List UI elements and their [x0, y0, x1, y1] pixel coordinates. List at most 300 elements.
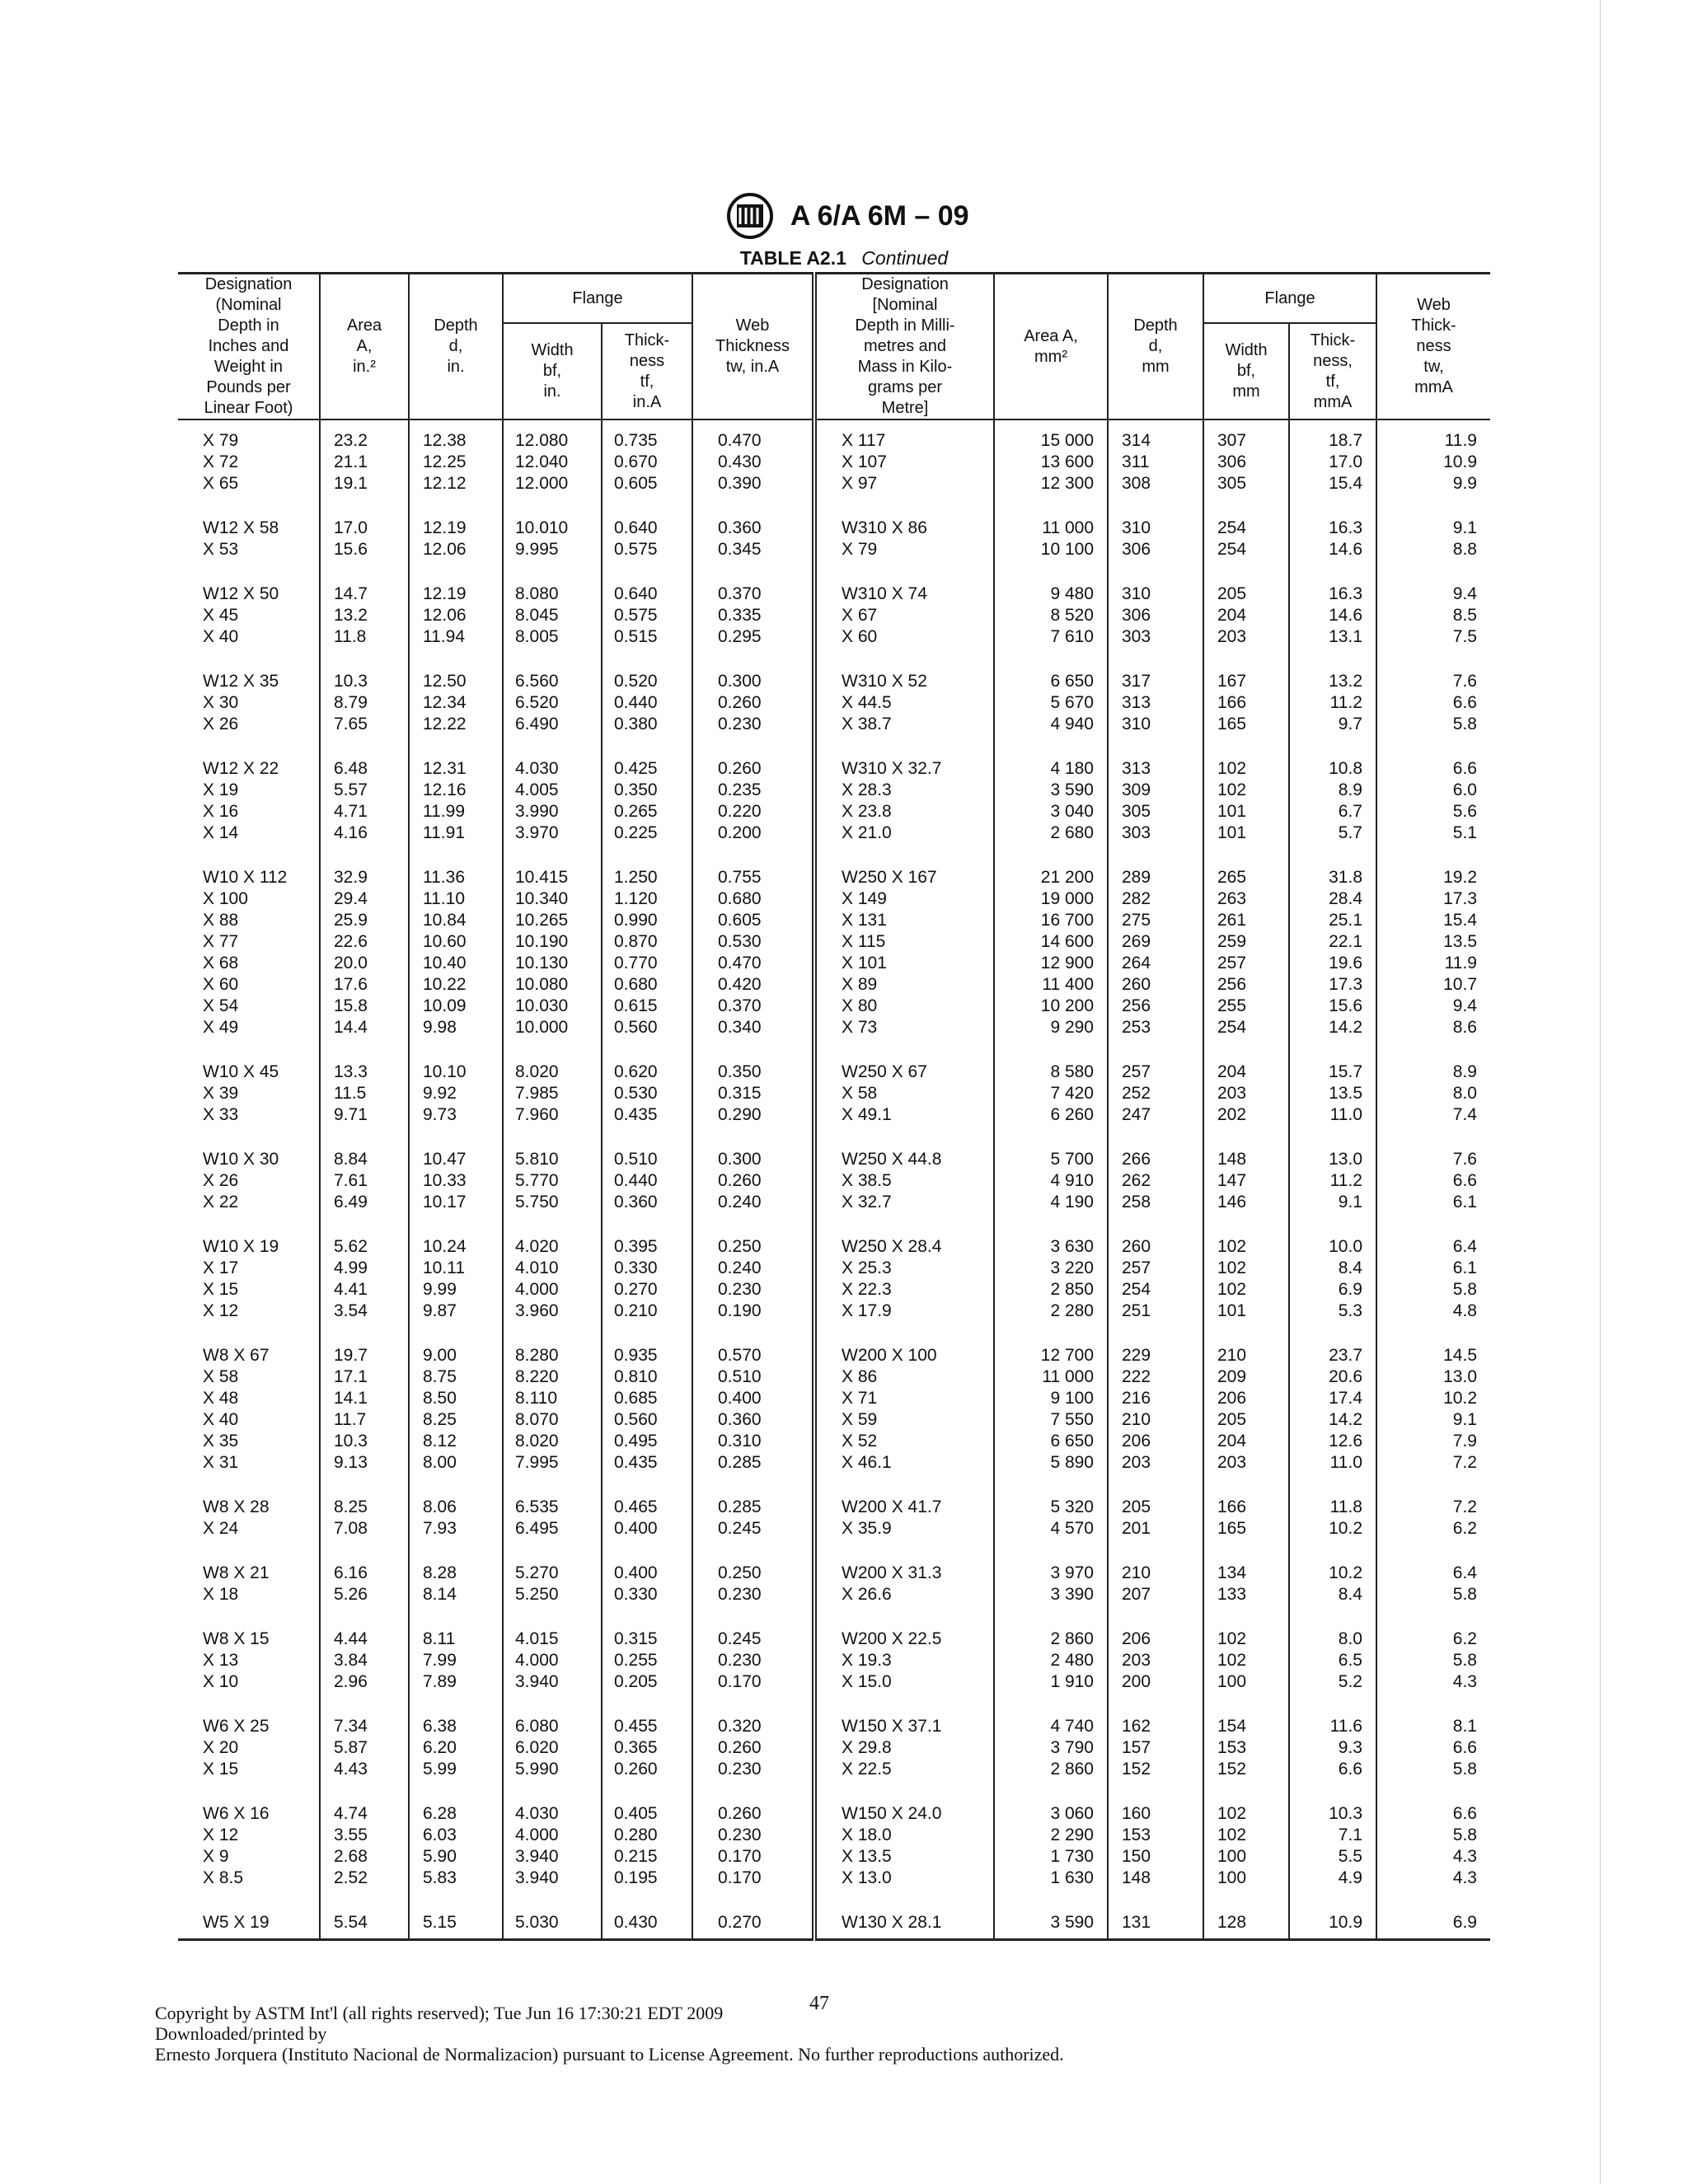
cell-web-thickness-in: 0.345: [692, 539, 814, 560]
cell-designation-mm: W250 X 28.4: [814, 1213, 994, 1258]
cell-flange-thickness-in: 0.810: [602, 1366, 692, 1388]
cell-web-thickness-in: 0.170: [692, 1671, 814, 1693]
cell-flange-thickness-mm: 11.0: [1289, 1104, 1376, 1126]
cell-designation-mm: X 46.1: [814, 1452, 994, 1474]
cell-designation-mm: X 59: [814, 1409, 994, 1431]
cell-area-in: 15.6: [320, 539, 409, 560]
cell-area-mm: 2 860: [994, 1605, 1108, 1650]
cell-flange-thickness-mm: 25.1: [1289, 910, 1376, 931]
cell-area-mm: 4 740: [994, 1693, 1108, 1737]
cell-flange-thickness-in: 0.465: [602, 1474, 692, 1518]
col-flange-mm: Flange: [1203, 274, 1376, 324]
table-row: [178, 823, 1490, 844]
table-row: [178, 1017, 1490, 1038]
cell-designation-in: X 15: [203, 1280, 239, 1299]
cell-area-in: 14.4: [320, 1017, 409, 1038]
cell-depth-mm: 260: [1108, 1213, 1203, 1258]
header-text-thick-mm: Thick- ness, tf, mmA: [1310, 330, 1356, 411]
cell-area-mm: 15 000: [994, 419, 1108, 452]
cell-depth-in: 8.14: [409, 1584, 503, 1605]
cell-flange-thickness-mm: 6.7: [1289, 801, 1376, 823]
cell-flange-thickness-mm: 8.4: [1289, 1584, 1376, 1605]
table-row: [178, 714, 1490, 735]
cell-designation-mm: X 26.6: [814, 1584, 994, 1605]
cell-depth-in: 8.11: [409, 1605, 503, 1650]
cell-area-in: 6.49: [320, 1192, 409, 1213]
col-designation-mm: [814, 274, 994, 420]
cell-designation-in: X 79: [203, 431, 239, 450]
cell-designation-in: X 10: [203, 1672, 239, 1691]
cell-flange-width-in: 8.220: [503, 1366, 602, 1388]
cell-depth-mm: 203: [1108, 1452, 1203, 1474]
cell-flange-width-in: 4.000: [503, 1650, 602, 1671]
cell-designation-mm: X 89: [814, 974, 994, 996]
cell-web-thickness-in: 0.230: [692, 1279, 814, 1301]
cell-depth-mm: 282: [1108, 888, 1203, 910]
cell-designation-in: X 100: [203, 889, 248, 908]
cell-depth-in: 5.15: [409, 1889, 503, 1940]
cell-flange-width-in: 4.015: [503, 1605, 602, 1650]
cell-flange-thickness-in: 0.425: [602, 735, 692, 780]
table-row: [178, 1322, 1490, 1366]
cell-flange-width-in: 6.080: [503, 1693, 602, 1737]
cell-designation-in: X 26: [203, 715, 239, 733]
cell-designation-mm: X 52: [814, 1431, 994, 1452]
cell-depth-in: 12.50: [409, 648, 503, 692]
cell-depth-mm: 148: [1108, 1868, 1203, 1889]
cell-web-thickness-mm: 11.9: [1376, 419, 1490, 452]
standard-designation: A 6/A 6M – 09: [790, 199, 969, 232]
cell-flange-width-in: 4.030: [503, 1780, 602, 1825]
table-row: [178, 473, 1490, 494]
header-text-depth-in: Depth d, in.: [434, 316, 478, 376]
cell-flange-width-mm: 206: [1203, 1388, 1289, 1409]
cell-depth-mm: 150: [1108, 1846, 1203, 1868]
cell-designation-in: X 8.5: [203, 1868, 244, 1887]
cell-area-in: 29.4: [320, 888, 409, 910]
table-row: [178, 1452, 1490, 1474]
cell-web-thickness-in: 0.300: [692, 648, 814, 692]
table-row: [178, 1192, 1490, 1213]
cell-flange-width-mm: 102: [1203, 735, 1289, 780]
cell-designation-mm: X 115: [814, 931, 994, 953]
cell-area-mm: 9 290: [994, 1017, 1108, 1038]
cell-area-in: 11.5: [320, 1083, 409, 1104]
col-area-in: [320, 274, 409, 420]
cell-area-mm: 7 550: [994, 1409, 1108, 1431]
cell-flange-width-in: 8.280: [503, 1322, 602, 1366]
cell-flange-thickness-in: 0.380: [602, 714, 692, 735]
cell-area-mm: 4 910: [994, 1170, 1108, 1192]
cell-designation-mm: X 58: [814, 1083, 994, 1104]
cell-depth-in: 8.00: [409, 1452, 503, 1474]
cell-flange-width-in: 10.190: [503, 931, 602, 953]
cell-web-thickness-in: 0.260: [692, 1737, 814, 1759]
cell-area-in: 11.7: [320, 1409, 409, 1431]
cell-depth-mm: 310: [1108, 494, 1203, 539]
cell-web-thickness-in: 0.230: [692, 1825, 814, 1846]
cell-depth-mm: 306: [1108, 539, 1203, 560]
cell-flange-thickness-in: 0.205: [602, 1671, 692, 1693]
cell-web-thickness-in: 0.285: [692, 1474, 814, 1518]
cell-web-thickness-mm: 17.3: [1376, 888, 1490, 910]
cell-flange-width-mm: 147: [1203, 1170, 1289, 1192]
cell-depth-mm: 305: [1108, 801, 1203, 823]
cell-flange-width-mm: 261: [1203, 910, 1289, 931]
cell-designation-mm: X 35.9: [814, 1518, 994, 1540]
cell-flange-width-mm: 205: [1203, 560, 1289, 605]
table-row: [178, 910, 1490, 931]
cell-designation-mm: X 38.5: [814, 1170, 994, 1192]
cell-area-in: 19.1: [320, 473, 409, 494]
astm-logo: [719, 191, 781, 241]
cell-depth-mm: 251: [1108, 1301, 1203, 1322]
cell-web-thickness-in: 0.170: [692, 1868, 814, 1889]
cell-designation-in: X 65: [203, 474, 239, 493]
cell-web-thickness-in: 0.230: [692, 1584, 814, 1605]
cell-flange-width-mm: 166: [1203, 692, 1289, 714]
cell-area-mm: 3 790: [994, 1737, 1108, 1759]
cell-flange-thickness-mm: 22.1: [1289, 931, 1376, 953]
table-caption: [0, 247, 1688, 269]
cell-area-mm: 6 650: [994, 1431, 1108, 1452]
header-text-area-in: Area A, in.²: [346, 316, 382, 376]
cell-flange-thickness-mm: 7.1: [1289, 1825, 1376, 1846]
cell-depth-mm: 306: [1108, 605, 1203, 626]
cell-depth-in: 10.47: [409, 1126, 503, 1170]
cell-web-thickness-in: 0.430: [692, 452, 814, 473]
cell-flange-width-in: 3.940: [503, 1868, 602, 1889]
cell-flange-thickness-in: 0.280: [602, 1825, 692, 1846]
header-text-thick-in: Thick- ness tf, in.A: [624, 330, 670, 411]
cell-flange-thickness-in: 0.265: [602, 801, 692, 823]
cell-flange-thickness-in: 0.440: [602, 692, 692, 714]
cell-flange-width-mm: 254: [1203, 1017, 1289, 1038]
cell-web-thickness-in: 0.360: [692, 1409, 814, 1431]
cell-area-in: 4.16: [320, 823, 409, 844]
cell-area-in: 10.3: [320, 1431, 409, 1452]
cell-flange-width-mm: 203: [1203, 1083, 1289, 1104]
cell-depth-mm: 206: [1108, 1431, 1203, 1452]
cell-depth-mm: 207: [1108, 1584, 1203, 1605]
cell-depth-mm: 210: [1108, 1409, 1203, 1431]
col-designation-in: [178, 274, 320, 420]
table-row: [178, 1671, 1490, 1693]
cell-flange-width-in: 10.080: [503, 974, 602, 996]
cell-flange-thickness-mm: 13.2: [1289, 648, 1376, 692]
cell-web-thickness-in: 0.245: [692, 1605, 814, 1650]
cell-web-thickness-mm: 7.2: [1376, 1452, 1490, 1474]
cell-web-thickness-mm: 6.2: [1376, 1518, 1490, 1540]
cell-flange-width-mm: 100: [1203, 1846, 1289, 1868]
cell-web-thickness-mm: 9.4: [1376, 996, 1490, 1017]
cell-flange-thickness-in: 0.405: [602, 1780, 692, 1825]
cell-flange-thickness-mm: 8.4: [1289, 1258, 1376, 1279]
cell-web-thickness-mm: 6.6: [1376, 1780, 1490, 1825]
cell-depth-in: 9.00: [409, 1322, 503, 1366]
table-row: [178, 1431, 1490, 1452]
cell-web-thickness-mm: 5.8: [1376, 1825, 1490, 1846]
cell-designation-mm: X 21.0: [814, 823, 994, 844]
cell-depth-mm: 157: [1108, 1737, 1203, 1759]
cell-web-thickness-mm: 5.8: [1376, 1759, 1490, 1780]
cell-designation-in: X 13: [203, 1651, 239, 1670]
cell-designation-in: X 12: [203, 1301, 239, 1320]
cell-web-thickness-in: 0.340: [692, 1017, 814, 1038]
cell-flange-thickness-mm: 14.2: [1289, 1017, 1376, 1038]
cell-web-thickness-mm: 6.9: [1376, 1889, 1490, 1940]
cell-flange-width-in: 6.495: [503, 1518, 602, 1540]
cell-web-thickness-mm: 6.1: [1376, 1258, 1490, 1279]
cell-flange-width-mm: 152: [1203, 1759, 1289, 1780]
table-row: [178, 560, 1490, 605]
cell-designation-in: X 14: [203, 823, 239, 842]
cell-area-mm: 3 590: [994, 780, 1108, 801]
section-properties-table: [178, 272, 1490, 1941]
cell-flange-width-mm: 205: [1203, 1409, 1289, 1431]
cell-depth-in: 10.09: [409, 996, 503, 1017]
licensee-line: Ernesto Jorquera (Instituto Nacional de Normalizacion) pursuant to License Agreement. No further reproductions authorized.: [155, 2044, 1064, 2064]
cell-designation-in: W10 X 45: [203, 1062, 279, 1081]
cell-flange-width-mm: 259: [1203, 931, 1289, 953]
cell-area-mm: 19 000: [994, 888, 1108, 910]
cell-flange-thickness-mm: 17.4: [1289, 1388, 1376, 1409]
cell-flange-thickness-mm: 17.0: [1289, 452, 1376, 473]
cell-area-mm: 12 300: [994, 473, 1108, 494]
cell-area-in: 14.7: [320, 560, 409, 605]
cell-area-in: 2.96: [320, 1671, 409, 1693]
cell-area-in: 2.68: [320, 1846, 409, 1868]
table-row: [178, 953, 1490, 974]
cell-web-thickness-mm: 7.6: [1376, 1126, 1490, 1170]
cell-area-mm: 3 970: [994, 1540, 1108, 1584]
cell-designation-mm: X 13.5: [814, 1846, 994, 1868]
cell-designation-mm: X 38.7: [814, 714, 994, 735]
table-row: [178, 1780, 1490, 1825]
cell-web-thickness-in: 0.370: [692, 560, 814, 605]
cell-web-thickness-in: 0.605: [692, 910, 814, 931]
cell-designation-in: X 18: [203, 1585, 239, 1604]
cell-flange-width-in: 5.750: [503, 1192, 602, 1213]
table-row: [178, 1737, 1490, 1759]
cell-flange-thickness-mm: 8.0: [1289, 1605, 1376, 1650]
cell-flange-thickness-in: 0.255: [602, 1650, 692, 1671]
header-text-width-mm: Width bf, mm: [1225, 341, 1268, 401]
table-row: [178, 1038, 1490, 1083]
cell-flange-thickness-in: 0.400: [602, 1540, 692, 1584]
cell-area-in: 15.8: [320, 996, 409, 1017]
cell-flange-thickness-in: 0.455: [602, 1693, 692, 1737]
cell-area-mm: 21 200: [994, 844, 1108, 888]
cell-designation-in: X 77: [203, 932, 239, 951]
cell-flange-thickness-mm: 13.0: [1289, 1126, 1376, 1170]
cell-flange-width-mm: 202: [1203, 1104, 1289, 1126]
cell-depth-mm: 247: [1108, 1104, 1203, 1126]
cell-flange-thickness-in: 1.120: [602, 888, 692, 910]
table-row: [178, 931, 1490, 953]
cell-web-thickness-in: 0.230: [692, 714, 814, 735]
cell-flange-width-mm: 265: [1203, 844, 1289, 888]
cell-flange-thickness-mm: 20.6: [1289, 1366, 1376, 1388]
cell-flange-width-in: 7.985: [503, 1083, 602, 1104]
cell-flange-thickness-mm: 11.2: [1289, 692, 1376, 714]
cell-designation-mm: X 101: [814, 953, 994, 974]
cell-flange-width-in: 6.535: [503, 1474, 602, 1518]
cell-flange-width-in: 5.770: [503, 1170, 602, 1192]
cell-area-mm: 6 260: [994, 1104, 1108, 1126]
cell-flange-width-mm: 148: [1203, 1126, 1289, 1170]
cell-flange-thickness-mm: 15.7: [1289, 1038, 1376, 1083]
table-row: [178, 735, 1490, 780]
cell-flange-width-in: 5.030: [503, 1889, 602, 1940]
cell-flange-width-in: 10.265: [503, 910, 602, 931]
cell-web-thickness-mm: 7.6: [1376, 648, 1490, 692]
cell-designation-in: X 15: [203, 1760, 239, 1779]
cell-area-mm: 1 630: [994, 1868, 1108, 1889]
cell-web-thickness-mm: 6.6: [1376, 1737, 1490, 1759]
cell-flange-width-in: 8.020: [503, 1431, 602, 1452]
cell-flange-width-mm: 154: [1203, 1693, 1289, 1737]
cell-web-thickness-in: 0.315: [692, 1083, 814, 1104]
table-row: [178, 1083, 1490, 1104]
cell-web-thickness-mm: 9.1: [1376, 494, 1490, 539]
cell-flange-thickness-in: 0.935: [602, 1322, 692, 1366]
cell-designation-in: W12 X 35: [203, 672, 279, 691]
cell-depth-in: 12.16: [409, 780, 503, 801]
cell-area-mm: 2 860: [994, 1759, 1108, 1780]
cell-flange-thickness-mm: 10.2: [1289, 1518, 1376, 1540]
cell-area-in: 5.54: [320, 1889, 409, 1940]
cell-web-thickness-mm: 6.6: [1376, 692, 1490, 714]
cell-flange-width-mm: 102: [1203, 1213, 1289, 1258]
cell-web-thickness-mm: 9.9: [1376, 473, 1490, 494]
cell-flange-thickness-in: 0.620: [602, 1038, 692, 1083]
cell-depth-mm: 264: [1108, 953, 1203, 974]
cell-flange-width-mm: 102: [1203, 1258, 1289, 1279]
cell-web-thickness-mm: 5.8: [1376, 1584, 1490, 1605]
cell-designation-in: W10 X 112: [203, 868, 288, 887]
cell-designation-in: W5 X 19: [178, 1889, 320, 1940]
cell-flange-thickness-in: 0.395: [602, 1213, 692, 1258]
cell-flange-width-in: 3.940: [503, 1846, 602, 1868]
cell-depth-mm: 260: [1108, 974, 1203, 996]
cell-web-thickness-mm: 10.7: [1376, 974, 1490, 996]
cell-designation-mm: W250 X 44.8: [814, 1126, 994, 1170]
cell-area-in: 17.6: [320, 974, 409, 996]
cell-designation-in: X 9: [203, 1847, 229, 1866]
cell-flange-width-in: 6.560: [503, 648, 602, 692]
cell-flange-width-mm: 153: [1203, 1737, 1289, 1759]
cell-area-in: 6.16: [320, 1540, 409, 1584]
cell-flange-width-in: 10.340: [503, 888, 602, 910]
cell-flange-width-in: 6.020: [503, 1737, 602, 1759]
cell-area-in: 19.7: [320, 1322, 409, 1366]
cell-depth-mm: 256: [1108, 996, 1203, 1017]
cell-depth-in: 9.98: [409, 1017, 503, 1038]
cell-area-mm: 11 000: [994, 494, 1108, 539]
cell-area-in: 3.84: [320, 1650, 409, 1671]
col-width-in: [503, 323, 602, 419]
cell-web-thickness-in: 0.250: [692, 1540, 814, 1584]
cell-flange-width-in: 4.000: [503, 1825, 602, 1846]
table-row: [178, 494, 1490, 539]
cell-web-thickness-mm: 10.9: [1376, 452, 1490, 473]
cell-depth-mm: 266: [1108, 1126, 1203, 1170]
cell-designation-mm: X 86: [814, 1366, 994, 1388]
cell-web-thickness-mm: 5.6: [1376, 801, 1490, 823]
cell-designation-in: W8 X 67: [203, 1346, 270, 1365]
cell-flange-width-mm: 102: [1203, 1279, 1289, 1301]
header-text-web-in: Web Thickness tw, in.A: [715, 316, 790, 376]
cell-area-in: 4.74: [320, 1780, 409, 1825]
table-row: [178, 1474, 1490, 1518]
cell-flange-thickness-in: 0.560: [602, 1409, 692, 1431]
col-flange-in: Flange: [503, 274, 692, 324]
cell-flange-thickness-mm: 6.5: [1289, 1650, 1376, 1671]
table-row: [178, 1388, 1490, 1409]
cell-designation-in: W8 X 28: [203, 1497, 270, 1516]
cell-web-thickness-mm: 6.1: [1376, 1192, 1490, 1213]
table-row: [178, 996, 1490, 1017]
cell-depth-in: 12.38: [409, 419, 503, 452]
cell-depth-mm: 313: [1108, 692, 1203, 714]
cell-flange-thickness-mm: 4.9: [1289, 1868, 1376, 1889]
cell-depth-in: 11.99: [409, 801, 503, 823]
cell-depth-in: 7.99: [409, 1650, 503, 1671]
cell-designation-mm: W310 X 86: [814, 494, 994, 539]
cell-depth-mm: 269: [1108, 931, 1203, 953]
cell-web-thickness-in: 0.230: [692, 1759, 814, 1780]
cell-flange-width-mm: 204: [1203, 1431, 1289, 1452]
cell-designation-in: X 40: [203, 1410, 239, 1429]
cell-flange-thickness-mm: 11.2: [1289, 1170, 1376, 1192]
cell-depth-mm: 254: [1108, 1279, 1203, 1301]
cell-depth-mm: 162: [1108, 1693, 1203, 1737]
table-row: [178, 1301, 1490, 1322]
cell-flange-thickness-in: 0.530: [602, 1083, 692, 1104]
cell-designation-in: X 58: [203, 1367, 239, 1386]
cell-web-thickness-in: 0.470: [692, 953, 814, 974]
table-status: Continued: [861, 247, 949, 269]
cell-area-mm: 5 320: [994, 1474, 1108, 1518]
cell-designation-in: X 16: [203, 802, 239, 821]
cell-area-in: 11.8: [320, 626, 409, 648]
cell-area-mm: 2 280: [994, 1301, 1108, 1322]
cell-designation-in: X 19: [203, 780, 239, 799]
cell-web-thickness-in: 0.260: [692, 1170, 814, 1192]
col-depth-in: [409, 274, 503, 420]
cell-area-mm: 5 890: [994, 1452, 1108, 1474]
cell-flange-width-in: 10.030: [503, 996, 602, 1017]
cell-designation-in: X 48: [203, 1389, 239, 1408]
cell-designation-mm: X 17.9: [814, 1301, 994, 1322]
cell-flange-thickness-in: 0.685: [602, 1388, 692, 1409]
cell-web-thickness-in: 0.350: [692, 1038, 814, 1083]
cell-flange-width-mm: 101: [1203, 801, 1289, 823]
cell-web-thickness-in: 0.230: [692, 1650, 814, 1671]
cell-depth-in: 8.75: [409, 1366, 503, 1388]
cell-area-mm: 3 220: [994, 1258, 1108, 1279]
cell-web-thickness-mm: 8.6: [1376, 1017, 1490, 1038]
table-row: [178, 1104, 1490, 1126]
cell-designation-in: X 60: [203, 975, 239, 994]
cell-area-in: 17.1: [320, 1366, 409, 1388]
cell-area-in: 9.71: [320, 1104, 409, 1126]
cell-area-in: 17.0: [320, 494, 409, 539]
cell-web-thickness-mm: 7.2: [1376, 1474, 1490, 1518]
cell-web-thickness-mm: 4.3: [1376, 1671, 1490, 1693]
cell-designation-in: X 40: [203, 627, 239, 646]
